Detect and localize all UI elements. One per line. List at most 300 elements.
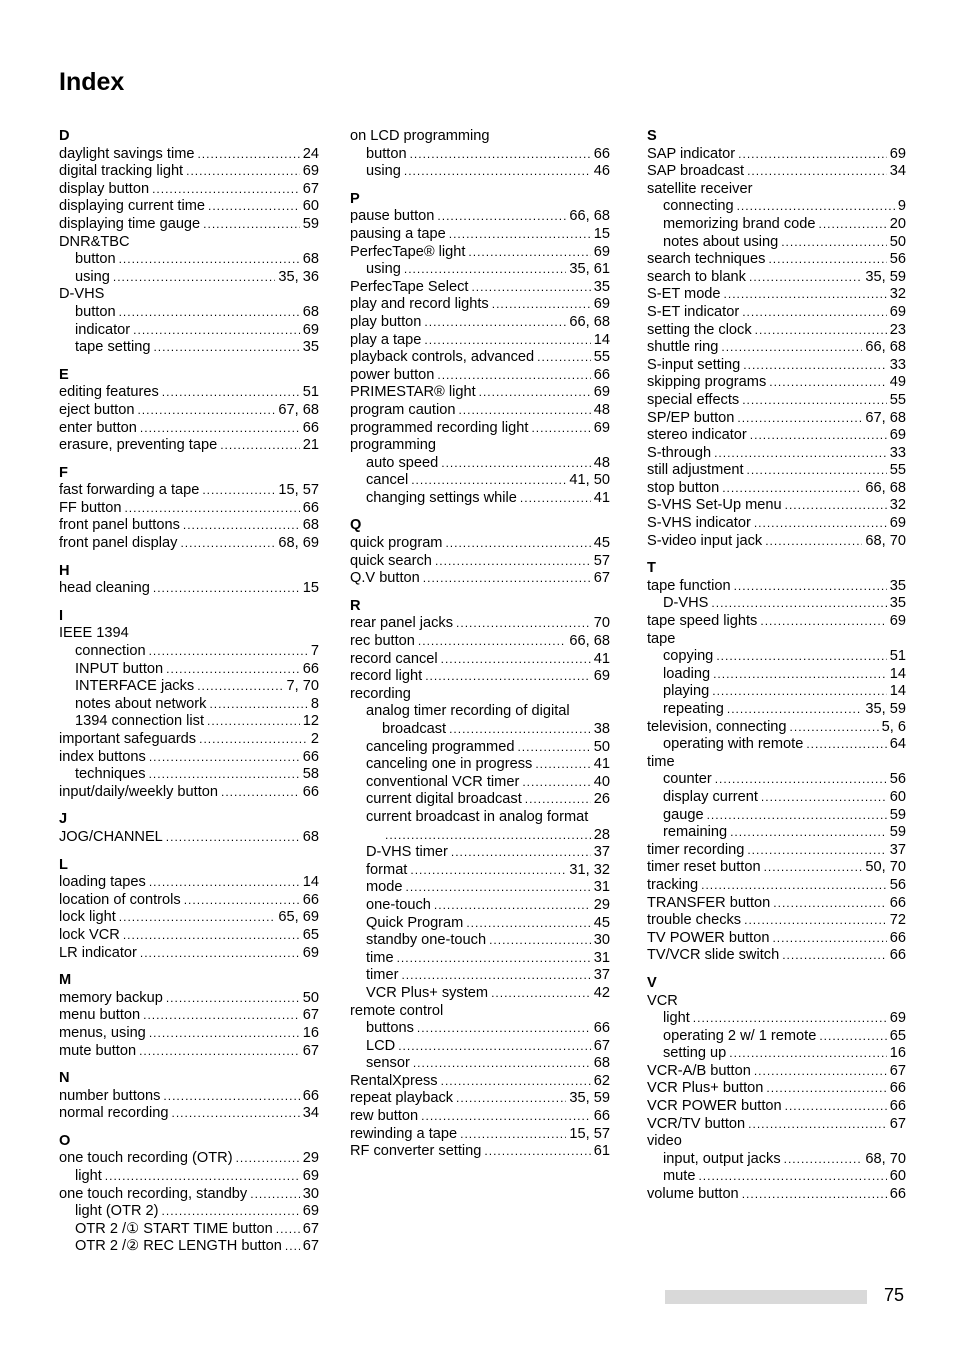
dot-leader [423,570,591,588]
entry-text: repeating [663,701,724,717]
index-entry [647,462,906,480]
index-entry [647,533,906,551]
entry-page: 49 [889,374,906,391]
index-entry [350,1003,610,1021]
dot-leader [471,279,590,297]
entry-text: volume button [647,1186,739,1203]
entry-page: 68 [302,517,319,534]
index-entry [647,877,906,895]
dot-leader [441,1073,591,1091]
index-entry [59,1203,319,1221]
dot-leader [435,553,591,571]
dot-leader [768,251,886,269]
entry-text: using [366,261,401,278]
index-entry [350,384,610,402]
index-entry [647,1028,906,1046]
dot-leader [790,719,879,737]
index-entry [647,1098,906,1116]
entry-text: S-through [647,444,712,461]
entry-text: eject button [59,401,135,418]
dot-leader [203,216,300,234]
dot-leader [716,648,886,666]
index-entry [59,146,319,164]
entry-page: 41 [593,489,610,506]
entry-text: light (OTR 2) [75,1203,159,1220]
entry-text: satellite receiver [647,180,753,197]
index-entry [350,146,610,164]
index-entry [59,1150,319,1168]
index-entry [59,1043,319,1061]
entry-text: button [75,251,116,268]
index-entry [647,198,906,216]
dot-leader [742,304,887,322]
entry-text: recording [350,685,411,702]
entry-text: input, output jacks [663,1150,781,1167]
entry-page: 69 [889,613,906,630]
index-entry [647,824,906,842]
entry-text: tape speed lights [647,613,758,630]
index-entry [59,402,319,420]
index-entry [59,990,319,1008]
entry-page: 67 [302,180,319,197]
index-entry [350,1143,610,1161]
index-entry [647,322,906,340]
dot-leader [133,322,300,340]
entry-page: 55 [593,349,610,366]
index-entry [350,570,610,588]
footer-bar [665,1290,867,1304]
entry-page: 29 [302,1150,319,1167]
entry-page: 26 [593,791,610,808]
dot-leader [404,261,567,279]
entry-page: 50 [302,989,319,1006]
index-entry [350,827,610,845]
dot-leader [747,842,886,860]
entry-page: 15 [593,225,610,242]
index-section [350,191,610,508]
index-entry [59,766,319,784]
index-section [59,465,319,553]
dot-leader [184,892,300,910]
entry-page: 45 [593,914,610,931]
dot-leader [143,1007,300,1025]
entry-text: tape [647,630,676,647]
index-entry [59,216,319,234]
index-entry [647,1045,906,1063]
index-entry [647,789,906,807]
page-number: 75 [884,1285,905,1305]
dot-leader [124,500,299,518]
index-entry [647,146,906,164]
entry-text: front panel buttons [59,517,180,534]
entry-page: 32 [889,497,906,514]
index-entry [350,932,610,950]
index-entry [647,613,906,631]
index-entry [647,445,906,463]
index-entry [350,950,610,968]
index-entry [647,410,906,428]
entry-text: time [647,753,675,770]
entry-page: 35, 59 [865,268,906,285]
entry-text: D-VHS [663,595,709,612]
entry-page: 66 [302,748,319,765]
entry-page: 35 [889,595,906,612]
index-entry [59,234,319,252]
entry-text: loading tapes [59,874,146,891]
entry-page: 61 [593,1143,610,1160]
dot-leader [722,480,862,498]
index-entry [350,535,610,553]
dot-leader [411,472,566,490]
index-entry [59,181,319,199]
dot-leader [520,490,591,508]
dot-leader [773,895,886,913]
entry-page: 5, 6 [881,718,906,735]
entry-text: INTERFACE jacks [75,678,195,695]
index-entry [647,392,906,410]
entry-text: format [366,861,408,878]
index-entry [59,829,319,847]
dot-leader [701,877,887,895]
entry-page: 37 [593,844,610,861]
entry-text: Quick Program [366,914,464,931]
entry-page: 31 [593,879,610,896]
entry-text: timer recording [647,841,745,858]
entry-text: button [75,303,116,320]
entry-text: programmed recording light [350,419,529,436]
index-entry [350,472,610,490]
entry-text: menus, using [59,1024,146,1041]
index-column-1 [59,128,319,1256]
entry-page: 35, 59 [865,701,906,717]
entry-text: RentalXpress [350,1072,438,1089]
index-entry [350,1038,610,1056]
dot-leader [517,739,590,757]
dot-leader [119,909,276,927]
dot-leader [458,402,590,420]
index-entry [647,234,906,252]
entry-page: 14 [889,683,906,700]
section-letter: V [647,974,657,991]
dot-leader [754,515,887,533]
dot-leader [742,1186,887,1204]
dot-leader [819,1028,886,1046]
index-entry [59,1186,319,1204]
index-entry [59,500,319,518]
entry-page: 42 [593,984,610,1001]
section-letter: M [59,972,72,989]
entry-page: 66 [889,1080,906,1097]
entry-text: connecting [663,198,734,215]
dot-leader [819,216,887,234]
entry-text: OTR 2 /② REC LENGTH button [75,1238,282,1255]
index-entry [59,713,319,731]
entry-page: 40 [593,773,610,790]
section-letter: N [59,1070,70,1087]
entry-text: rear panel jacks [350,615,454,632]
index-entry [350,967,610,985]
index-entry [647,807,906,825]
entry-page: 50, 70 [865,859,906,876]
entry-text: play button [350,313,422,330]
index-entry [350,208,610,226]
index-entry [350,633,610,651]
entry-page: 41, 50 [569,472,610,489]
entry-page: 57 [593,552,610,569]
entry-page: 69 [302,321,319,338]
entry-text: LCD [366,1037,396,1054]
entry-page: 41 [593,650,610,667]
entry-text: tape setting [75,339,151,356]
entry-page: 23 [889,321,906,338]
index-entry [59,625,319,643]
entry-page: 69 [593,243,610,260]
index-entry [59,749,319,767]
section-letter: Q [350,517,362,534]
entry-text: Q.V button [350,570,420,587]
entry-text: indicator [75,321,131,338]
dot-leader [522,774,590,792]
entry-page: 66 [302,783,319,800]
entry-text: repeat playback [350,1090,454,1107]
index-entry [59,945,319,963]
section-letter: R [350,597,361,614]
dot-leader [489,932,591,950]
index-entry [647,631,906,649]
index-entry [59,696,319,714]
index-entry [350,1090,610,1108]
entry-text: D-VHS [59,286,105,303]
dot-leader [406,879,591,897]
entry-page: 30 [593,932,610,949]
index-column-2 [350,128,610,1161]
entry-text: current digital broadcast [366,791,522,808]
entry-text: play and record lights [350,296,489,313]
dot-leader [747,163,887,181]
index-entry [350,420,610,438]
dot-leader [183,517,300,535]
entry-page: 60 [302,198,319,215]
dot-leader [537,349,591,367]
entry-text: RF converter setting [350,1143,482,1160]
entry-text: digital tracking light [59,163,184,180]
dot-leader [451,844,591,862]
index-entry [350,1020,610,1038]
index-entry [350,1073,610,1091]
entry-text: LR indicator [59,944,137,961]
entry-page: 69 [889,145,906,162]
entry-page: 24 [302,145,319,162]
index-entry [647,683,906,701]
index-entry [350,985,610,1003]
index-section [59,972,319,1060]
index-section [647,560,906,965]
section-letter: I [59,607,64,624]
entry-text: skipping programs [647,374,767,391]
entry-text: mute [663,1168,696,1185]
entry-text: display button [59,180,150,197]
entry-page: 68, 70 [865,1150,906,1167]
page-title: Index [59,68,125,96]
index-entry [59,784,319,802]
entry-text: PerfecTape Select [350,278,469,295]
index-entry [350,703,610,721]
index-entry [647,578,906,596]
index-entry [350,756,610,774]
entry-text: timer [366,967,399,984]
index-entry [350,668,610,686]
index-entry [59,517,319,535]
entry-text: VCR/TV button [647,1115,746,1132]
entry-page: 51 [889,648,906,665]
entry-page: 50 [889,233,906,250]
entry-page: 56 [889,771,906,788]
entry-page: 58 [302,766,319,783]
entry-page: 65 [889,1027,906,1044]
dot-leader [747,462,887,480]
entry-text: techniques [75,766,146,783]
dot-leader [153,339,299,357]
dot-leader [250,1186,300,1204]
index-entry [647,1168,906,1186]
entry-text: PRIMESTAR® light [350,384,476,401]
entry-page: 66 [593,1108,610,1125]
index-entry [350,1055,610,1073]
entry-page: 69 [593,296,610,313]
dot-leader [236,1150,300,1168]
entry-text: 1394 connection list [75,713,204,730]
index-entry [647,286,906,304]
dot-leader [398,1038,591,1056]
index-entry [647,304,906,322]
index-entry [647,480,906,498]
index-entry [59,661,319,679]
entry-text: INPUT button [75,660,164,677]
entry-page: 34 [889,163,906,180]
dot-leader [417,1020,591,1038]
entry-text: operating 2 w/ 1 remote [663,1027,817,1044]
index-section [59,857,319,963]
entry-text: pause button [350,208,435,225]
entry-text: canceling programmed [366,738,515,755]
index-entry [647,993,906,1011]
entry-text: stop button [647,479,720,496]
index-section [647,128,906,550]
entry-page: 21 [302,437,319,454]
section-letter: F [59,464,68,481]
dot-leader [221,784,300,802]
entry-text: display current [663,788,758,805]
dot-leader [727,701,863,719]
dot-leader [754,1063,887,1081]
entry-text: record light [350,668,423,685]
entry-text: VCR-A/B button [647,1062,751,1079]
entry-page: 12 [302,713,319,730]
dot-leader [460,1126,566,1144]
entry-page: 68 [302,303,319,320]
index-entry [350,721,610,739]
dot-leader [449,721,591,739]
dot-leader [418,633,567,651]
index-entry [350,553,610,571]
index-entry [350,879,610,897]
entry-text: head cleaning [59,580,150,597]
dot-leader [285,1238,300,1256]
dot-leader [441,651,591,669]
dot-leader [715,771,887,789]
entry-text: notes about using [663,233,779,250]
dot-leader [153,580,300,598]
dot-leader [491,985,591,1003]
index-section [59,563,319,598]
index-entry [647,1151,906,1169]
dot-leader [152,181,300,199]
entry-text: IEEE 1394 [59,625,129,642]
entry-text: one-touch [366,896,431,913]
entry-text: operating with remote [663,736,804,753]
dot-leader [413,1055,591,1073]
entry-page: 45 [593,535,610,552]
dot-leader [734,578,887,596]
entry-text: tracking [647,876,699,893]
index-entry [647,1063,906,1081]
index-entry [59,339,319,357]
entry-text: S-ET mode [647,286,721,303]
entry-text: rew button [350,1108,419,1125]
index-entry [647,216,906,234]
entry-text: important safeguards [59,731,197,747]
index-entry [59,304,319,322]
entry-text: button [366,145,407,162]
entry-page: 66 [889,947,906,964]
entry-page: 66 [302,1087,319,1104]
index-entry [350,1108,610,1126]
entry-text: daylight savings time [59,145,195,162]
dot-leader [149,749,300,767]
entry-text: auto speed [366,454,439,471]
index-entry [350,809,610,827]
dot-leader [166,661,300,679]
entry-text: conventional VCR timer [366,773,520,790]
entry-page: 68, 69 [278,535,319,552]
dot-leader [738,146,887,164]
entry-page: 65 [302,926,319,943]
entry-text: record cancel [350,650,438,667]
entry-page: 70 [593,615,610,632]
entry-page: 66, 68 [569,313,610,330]
entry-page: 7, 70 [286,678,319,695]
index-entry [647,701,906,719]
entry-page: 8 [310,695,319,712]
entry-page: 28 [593,826,610,843]
entry-page: 56 [889,876,906,893]
entry-page: 67 [593,570,610,587]
entry-text: VCR Plus+ system [366,984,489,1001]
index-entry [350,296,610,314]
index-entry [350,739,610,757]
entry-text: search techniques [647,251,766,268]
entry-page: 34 [302,1105,319,1122]
entry-text: broadcast [382,721,447,737]
entry-page: 68, 70 [865,532,906,549]
index-entry [59,909,319,927]
dot-leader [456,1090,566,1108]
dot-leader [742,392,887,410]
entry-page: 33 [889,444,906,461]
entry-page: 66 [302,891,319,908]
index-section [350,598,610,1161]
index-entry [647,515,906,533]
